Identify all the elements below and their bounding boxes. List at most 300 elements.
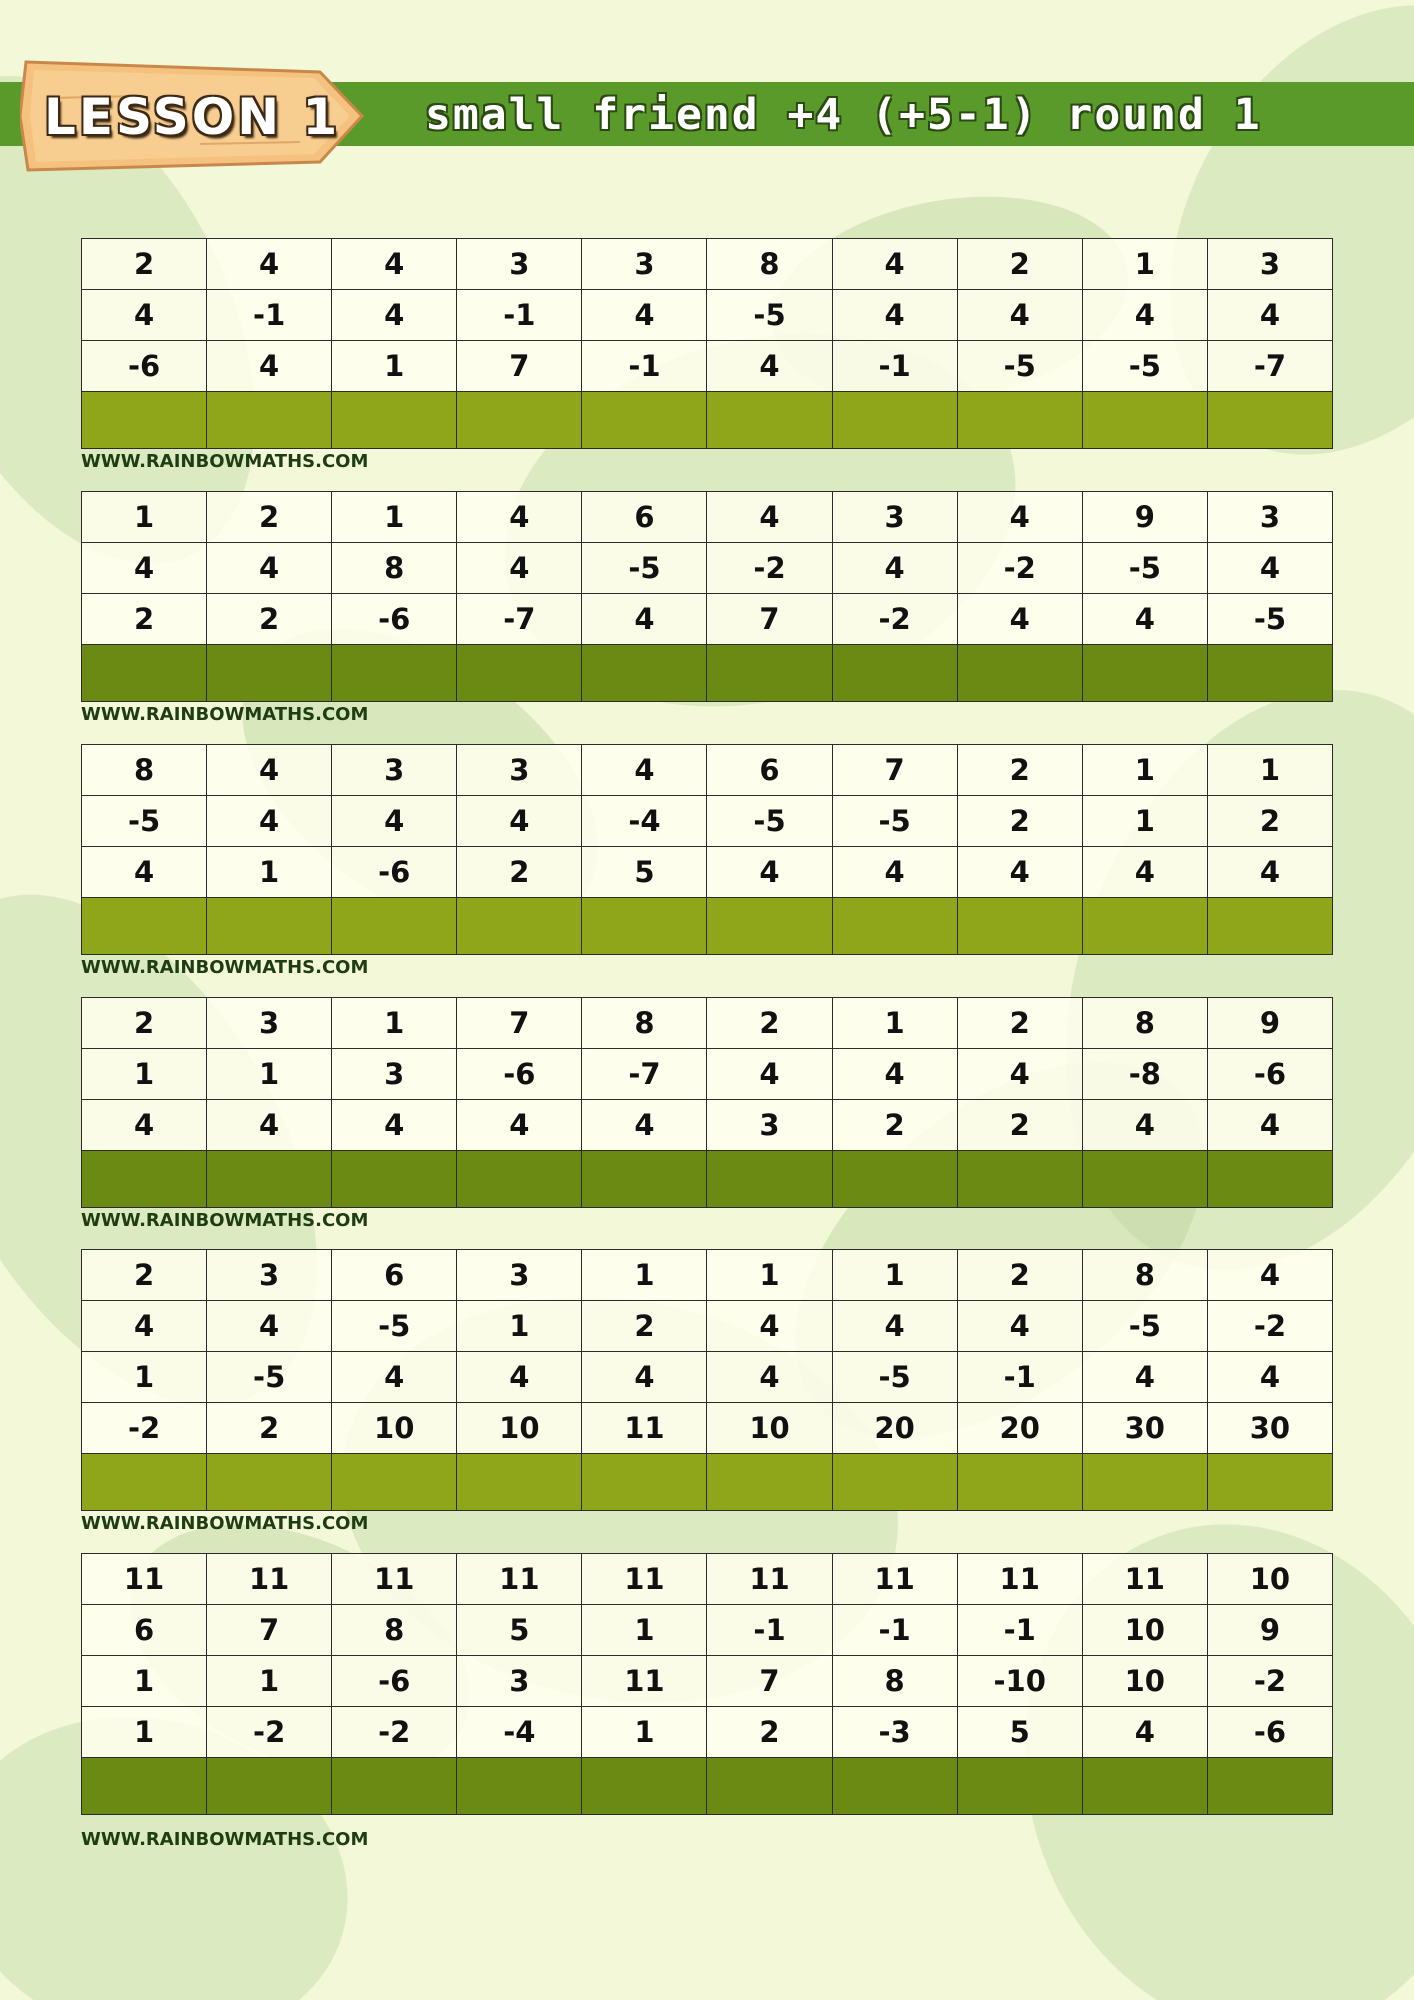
number-cell: -10 xyxy=(957,1656,1082,1707)
problem-table xyxy=(81,997,1333,1208)
answer-row xyxy=(82,1151,1333,1208)
website-footer: WWW.RAINBOWMATHS.COM xyxy=(81,704,369,725)
answer-cell[interactable] xyxy=(1207,1454,1332,1511)
number-cell: -1 xyxy=(582,341,707,392)
number-cell: 1 xyxy=(1207,745,1332,796)
number-cell: 4 xyxy=(707,1301,832,1352)
number-cell: -6 xyxy=(82,341,207,392)
number-cell: 2 xyxy=(957,745,1082,796)
page-title: small friend +4 (+5-1) round 1 xyxy=(425,90,1262,140)
answer-cell[interactable] xyxy=(832,1454,957,1511)
number-cell: 5 xyxy=(582,847,707,898)
answer-cell[interactable] xyxy=(1207,392,1332,449)
number-cell: 3 xyxy=(457,745,582,796)
answer-cell[interactable] xyxy=(582,392,707,449)
number-cell: -5 xyxy=(332,1301,457,1352)
number-cell: -6 xyxy=(1207,1049,1332,1100)
problem-table xyxy=(81,744,1333,955)
number-cell: 3 xyxy=(582,239,707,290)
number-cell: 7 xyxy=(457,341,582,392)
number-cell: -1 xyxy=(957,1352,1082,1403)
answer-cell[interactable] xyxy=(1082,898,1207,955)
website-footer: WWW.RAINBOWMATHS.COM xyxy=(81,1829,369,1850)
answer-cell[interactable] xyxy=(832,1758,957,1815)
number-cell: 2 xyxy=(457,847,582,898)
number-cell: 4 xyxy=(707,341,832,392)
number-cell: 4 xyxy=(332,796,457,847)
answer-cell[interactable] xyxy=(457,645,582,702)
number-cell: -5 xyxy=(832,1352,957,1403)
answer-cell[interactable] xyxy=(707,645,832,702)
number-cell: 6 xyxy=(707,745,832,796)
number-cell: 10 xyxy=(1082,1656,1207,1707)
number-cell: 4 xyxy=(832,847,957,898)
number-cell: 1 xyxy=(582,1250,707,1301)
number-cell: -1 xyxy=(957,1605,1082,1656)
table-row xyxy=(82,1707,1333,1758)
number-cell: 4 xyxy=(582,290,707,341)
number-cell: 1 xyxy=(1082,745,1207,796)
table-row xyxy=(82,341,1333,392)
number-cell: 4 xyxy=(707,847,832,898)
table-row xyxy=(82,290,1333,341)
number-cell: 4 xyxy=(1207,847,1332,898)
number-cell: -2 xyxy=(1207,1301,1332,1352)
number-cell: -2 xyxy=(82,1403,207,1454)
number-cell: 2 xyxy=(707,998,832,1049)
number-cell: 2 xyxy=(207,594,332,645)
number-cell: 1 xyxy=(582,1707,707,1758)
answer-cell[interactable] xyxy=(707,392,832,449)
number-cell: 4 xyxy=(957,290,1082,341)
website-footer: WWW.RAINBOWMATHS.COM xyxy=(81,1210,369,1231)
answer-cell[interactable] xyxy=(1082,1454,1207,1511)
answer-cell[interactable] xyxy=(1207,898,1332,955)
number-cell: 4 xyxy=(1082,1352,1207,1403)
number-cell: 4 xyxy=(707,1352,832,1403)
number-cell: 4 xyxy=(207,341,332,392)
number-cell: 2 xyxy=(957,1250,1082,1301)
number-cell: 9 xyxy=(1207,998,1332,1049)
number-cell: 1 xyxy=(1082,796,1207,847)
answer-cell[interactable] xyxy=(332,645,457,702)
number-cell: 4 xyxy=(582,745,707,796)
number-cell: 6 xyxy=(582,492,707,543)
number-cell: -2 xyxy=(207,1707,332,1758)
number-cell: 1 xyxy=(582,1605,707,1656)
number-cell: 2 xyxy=(582,1301,707,1352)
answer-cell[interactable] xyxy=(957,645,1082,702)
number-cell: 30 xyxy=(1082,1403,1207,1454)
number-cell: 8 xyxy=(1082,998,1207,1049)
table-row xyxy=(82,1554,1333,1605)
number-cell: 2 xyxy=(207,492,332,543)
problem-table xyxy=(81,238,1333,449)
answer-cell[interactable] xyxy=(707,1454,832,1511)
number-cell: 1 xyxy=(332,998,457,1049)
number-cell: 20 xyxy=(832,1403,957,1454)
table-row xyxy=(82,1403,1333,1454)
table-row xyxy=(82,1352,1333,1403)
number-cell: 7 xyxy=(707,594,832,645)
number-cell: 11 xyxy=(957,1554,1082,1605)
answer-cell[interactable] xyxy=(1207,1758,1332,1815)
number-cell: -5 xyxy=(707,290,832,341)
number-cell: 11 xyxy=(582,1554,707,1605)
problem-table xyxy=(81,1249,1333,1511)
answer-cell[interactable] xyxy=(582,898,707,955)
answer-cell[interactable] xyxy=(1207,1151,1332,1208)
number-cell: 11 xyxy=(207,1554,332,1605)
problem-block-2 xyxy=(81,491,1333,725)
number-cell: 8 xyxy=(1082,1250,1207,1301)
number-cell: 4 xyxy=(207,543,332,594)
number-cell: 1 xyxy=(707,1250,832,1301)
number-cell: 3 xyxy=(207,998,332,1049)
number-cell: -2 xyxy=(332,1707,457,1758)
number-cell: 1 xyxy=(832,998,957,1049)
number-cell: 1 xyxy=(82,1707,207,1758)
number-cell: 2 xyxy=(207,1403,332,1454)
number-cell: 10 xyxy=(1082,1605,1207,1656)
number-cell: 4 xyxy=(82,1100,207,1151)
number-cell: 4 xyxy=(1082,1707,1207,1758)
number-cell: -6 xyxy=(457,1049,582,1100)
number-cell: 4 xyxy=(582,594,707,645)
number-cell: 4 xyxy=(207,1301,332,1352)
number-cell: 4 xyxy=(1082,290,1207,341)
number-cell: 8 xyxy=(332,1605,457,1656)
number-cell: 2 xyxy=(957,998,1082,1049)
answer-cell[interactable] xyxy=(582,1758,707,1815)
number-cell: 4 xyxy=(457,1352,582,1403)
number-cell: 10 xyxy=(1207,1554,1332,1605)
answer-cell[interactable] xyxy=(457,1151,582,1208)
problem-table xyxy=(81,491,1333,702)
number-cell: -5 xyxy=(1082,543,1207,594)
number-cell: -5 xyxy=(1207,594,1332,645)
number-cell: -5 xyxy=(707,796,832,847)
number-cell: 4 xyxy=(457,796,582,847)
number-cell: -5 xyxy=(82,796,207,847)
number-cell: 4 xyxy=(82,847,207,898)
number-cell: 2 xyxy=(832,1100,957,1151)
number-cell: 4 xyxy=(332,1352,457,1403)
number-cell: -1 xyxy=(707,1605,832,1656)
answer-cell[interactable] xyxy=(832,898,957,955)
number-cell: -1 xyxy=(457,290,582,341)
answer-cell[interactable] xyxy=(1082,392,1207,449)
problem-block-6 xyxy=(81,1553,1333,1850)
answer-cell[interactable] xyxy=(207,645,332,702)
number-cell: 1 xyxy=(82,1656,207,1707)
number-cell: -7 xyxy=(582,1049,707,1100)
number-cell: 8 xyxy=(82,745,207,796)
number-cell: 6 xyxy=(82,1605,207,1656)
number-cell: 1 xyxy=(1082,239,1207,290)
number-cell: 11 xyxy=(457,1554,582,1605)
number-cell: 7 xyxy=(832,745,957,796)
table-row xyxy=(82,1049,1333,1100)
number-cell: 2 xyxy=(82,239,207,290)
number-cell: 1 xyxy=(82,1049,207,1100)
number-cell: 2 xyxy=(957,239,1082,290)
number-cell: 4 xyxy=(957,1301,1082,1352)
number-cell: -1 xyxy=(832,341,957,392)
answer-row xyxy=(82,898,1333,955)
number-cell: 3 xyxy=(332,745,457,796)
answer-cell[interactable] xyxy=(332,1454,457,1511)
number-cell: 9 xyxy=(1207,1605,1332,1656)
number-cell: 1 xyxy=(82,1352,207,1403)
number-cell: 4 xyxy=(1082,1100,1207,1151)
answer-cell[interactable] xyxy=(457,898,582,955)
number-cell: 4 xyxy=(957,492,1082,543)
number-cell: 4 xyxy=(82,543,207,594)
number-cell: 4 xyxy=(707,1049,832,1100)
number-cell: -6 xyxy=(332,847,457,898)
number-cell: 4 xyxy=(582,1352,707,1403)
number-cell: -4 xyxy=(582,796,707,847)
answer-cell[interactable] xyxy=(82,1151,207,1208)
number-cell: -8 xyxy=(1082,1049,1207,1100)
number-cell: 11 xyxy=(332,1554,457,1605)
number-cell: 4 xyxy=(957,847,1082,898)
answer-cell[interactable] xyxy=(82,898,207,955)
website-footer: WWW.RAINBOWMATHS.COM xyxy=(81,451,369,472)
number-cell: 10 xyxy=(332,1403,457,1454)
answer-cell[interactable] xyxy=(957,898,1082,955)
number-cell: 7 xyxy=(457,998,582,1049)
number-cell: 4 xyxy=(207,1100,332,1151)
number-cell: 2 xyxy=(82,594,207,645)
number-cell: -1 xyxy=(207,290,332,341)
number-cell: -5 xyxy=(1082,341,1207,392)
answer-cell[interactable] xyxy=(1082,1151,1207,1208)
answer-cell[interactable] xyxy=(207,898,332,955)
number-cell: 4 xyxy=(82,1301,207,1352)
answer-cell[interactable] xyxy=(207,1454,332,1511)
answer-cell[interactable] xyxy=(207,392,332,449)
answer-row xyxy=(82,1454,1333,1511)
table-row xyxy=(82,847,1333,898)
number-cell: 3 xyxy=(1207,239,1332,290)
number-cell: 4 xyxy=(707,492,832,543)
number-cell: 1 xyxy=(207,1049,332,1100)
number-cell: -5 xyxy=(207,1352,332,1403)
number-cell: -1 xyxy=(832,1605,957,1656)
number-cell: 11 xyxy=(832,1554,957,1605)
answer-cell[interactable] xyxy=(957,1151,1082,1208)
number-cell: 4 xyxy=(457,543,582,594)
answer-cell[interactable] xyxy=(957,392,1082,449)
number-cell: 1 xyxy=(332,492,457,543)
number-cell: 2 xyxy=(1207,796,1332,847)
answer-cell[interactable] xyxy=(957,1758,1082,1815)
answer-cell[interactable] xyxy=(707,1758,832,1815)
answer-cell[interactable] xyxy=(707,1151,832,1208)
number-cell: 10 xyxy=(707,1403,832,1454)
number-cell: 11 xyxy=(1082,1554,1207,1605)
number-cell: -2 xyxy=(1207,1656,1332,1707)
answer-cell[interactable] xyxy=(332,392,457,449)
website-footer: WWW.RAINBOWMATHS.COM xyxy=(81,1513,369,1534)
problem-block-4 xyxy=(81,997,1333,1231)
answer-cell[interactable] xyxy=(332,1758,457,1815)
answer-cell[interactable] xyxy=(832,645,957,702)
answer-row xyxy=(82,645,1333,702)
number-cell: -6 xyxy=(332,1656,457,1707)
answer-cell[interactable] xyxy=(332,1151,457,1208)
number-cell: 8 xyxy=(582,998,707,1049)
table-row xyxy=(82,1250,1333,1301)
number-cell: 10 xyxy=(457,1403,582,1454)
table-row xyxy=(82,594,1333,645)
number-cell: -2 xyxy=(707,543,832,594)
number-cell: 4 xyxy=(82,290,207,341)
number-cell: 2 xyxy=(82,1250,207,1301)
number-cell: 4 xyxy=(1207,1100,1332,1151)
number-cell: -6 xyxy=(1207,1707,1332,1758)
answer-cell[interactable] xyxy=(707,898,832,955)
number-cell: 4 xyxy=(332,290,457,341)
number-cell: 20 xyxy=(957,1403,1082,1454)
problem-table xyxy=(81,1553,1333,1815)
number-cell: 4 xyxy=(457,1100,582,1151)
number-cell: 9 xyxy=(1082,492,1207,543)
number-cell: 4 xyxy=(1207,1352,1332,1403)
answer-cell[interactable] xyxy=(82,1758,207,1815)
number-cell: 4 xyxy=(832,239,957,290)
number-cell: 4 xyxy=(957,594,1082,645)
answer-cell[interactable] xyxy=(1082,645,1207,702)
answer-cell[interactable] xyxy=(207,1758,332,1815)
number-cell: -4 xyxy=(457,1707,582,1758)
number-cell: 4 xyxy=(1207,543,1332,594)
answer-cell[interactable] xyxy=(332,898,457,955)
lesson-label: LESSON 1 xyxy=(44,88,341,146)
number-cell: 4 xyxy=(832,1301,957,1352)
number-cell: 4 xyxy=(332,239,457,290)
answer-cell[interactable] xyxy=(207,1151,332,1208)
number-cell: 8 xyxy=(707,239,832,290)
table-row xyxy=(82,543,1333,594)
table-row xyxy=(82,796,1333,847)
number-cell: 6 xyxy=(332,1250,457,1301)
number-cell: 8 xyxy=(332,543,457,594)
table-row xyxy=(82,492,1333,543)
table-row xyxy=(82,1656,1333,1707)
answer-cell[interactable] xyxy=(582,1454,707,1511)
number-cell: 3 xyxy=(707,1100,832,1151)
number-cell: 1 xyxy=(82,492,207,543)
number-cell: 4 xyxy=(1082,847,1207,898)
number-cell: 1 xyxy=(332,341,457,392)
number-cell: 4 xyxy=(1082,594,1207,645)
number-cell: 1 xyxy=(207,847,332,898)
number-cell: -2 xyxy=(832,594,957,645)
number-cell: -5 xyxy=(957,341,1082,392)
number-cell: 4 xyxy=(207,796,332,847)
number-cell: 2 xyxy=(707,1707,832,1758)
number-cell: -7 xyxy=(457,594,582,645)
number-cell: 7 xyxy=(707,1656,832,1707)
number-cell: 4 xyxy=(332,1100,457,1151)
number-cell: 7 xyxy=(207,1605,332,1656)
number-cell: 4 xyxy=(1207,290,1332,341)
number-cell: 2 xyxy=(957,1100,1082,1151)
problem-block-1 xyxy=(81,238,1333,472)
number-cell: 4 xyxy=(582,1100,707,1151)
answer-cell[interactable] xyxy=(82,1454,207,1511)
number-cell: 2 xyxy=(957,796,1082,847)
number-cell: 3 xyxy=(832,492,957,543)
number-cell: -5 xyxy=(832,796,957,847)
table-row xyxy=(82,1605,1333,1656)
number-cell: 3 xyxy=(332,1049,457,1100)
number-cell: 4 xyxy=(957,1049,1082,1100)
answer-cell[interactable] xyxy=(457,1454,582,1511)
number-cell: 3 xyxy=(457,239,582,290)
answer-cell[interactable] xyxy=(832,1151,957,1208)
number-cell: 3 xyxy=(457,1656,582,1707)
number-cell: 3 xyxy=(207,1250,332,1301)
number-cell: 11 xyxy=(82,1554,207,1605)
answer-cell[interactable] xyxy=(582,645,707,702)
number-cell: -5 xyxy=(1082,1301,1207,1352)
number-cell: -3 xyxy=(832,1707,957,1758)
answer-cell[interactable] xyxy=(82,392,207,449)
answer-cell[interactable] xyxy=(582,1151,707,1208)
number-cell: 11 xyxy=(707,1554,832,1605)
answer-cell[interactable] xyxy=(1082,1758,1207,1815)
number-cell: 2 xyxy=(82,998,207,1049)
website-footer: WWW.RAINBOWMATHS.COM xyxy=(81,957,369,978)
number-cell: 1 xyxy=(207,1656,332,1707)
number-cell: -6 xyxy=(332,594,457,645)
number-cell: 5 xyxy=(457,1605,582,1656)
answer-row xyxy=(82,392,1333,449)
number-cell: 4 xyxy=(832,290,957,341)
number-cell: 4 xyxy=(207,745,332,796)
table-row xyxy=(82,239,1333,290)
number-cell: 4 xyxy=(832,1049,957,1100)
answer-cell[interactable] xyxy=(457,392,582,449)
answer-cell[interactable] xyxy=(457,1758,582,1815)
answer-cell[interactable] xyxy=(957,1454,1082,1511)
number-cell: -7 xyxy=(1207,341,1332,392)
number-cell: 5 xyxy=(957,1707,1082,1758)
number-cell: 3 xyxy=(1207,492,1332,543)
number-cell: -2 xyxy=(957,543,1082,594)
number-cell: -5 xyxy=(582,543,707,594)
problem-block-5 xyxy=(81,1249,1333,1534)
answer-cell[interactable] xyxy=(82,645,207,702)
number-cell: 30 xyxy=(1207,1403,1332,1454)
answer-cell[interactable] xyxy=(1207,645,1332,702)
number-cell: 11 xyxy=(582,1403,707,1454)
answer-cell[interactable] xyxy=(832,392,957,449)
answer-row xyxy=(82,1758,1333,1815)
number-cell: 8 xyxy=(832,1656,957,1707)
table-row xyxy=(82,998,1333,1049)
number-cell: 4 xyxy=(832,543,957,594)
number-cell: 1 xyxy=(832,1250,957,1301)
table-row xyxy=(82,745,1333,796)
number-cell: 3 xyxy=(457,1250,582,1301)
problem-block-3 xyxy=(81,744,1333,978)
number-cell: 4 xyxy=(1207,1250,1332,1301)
